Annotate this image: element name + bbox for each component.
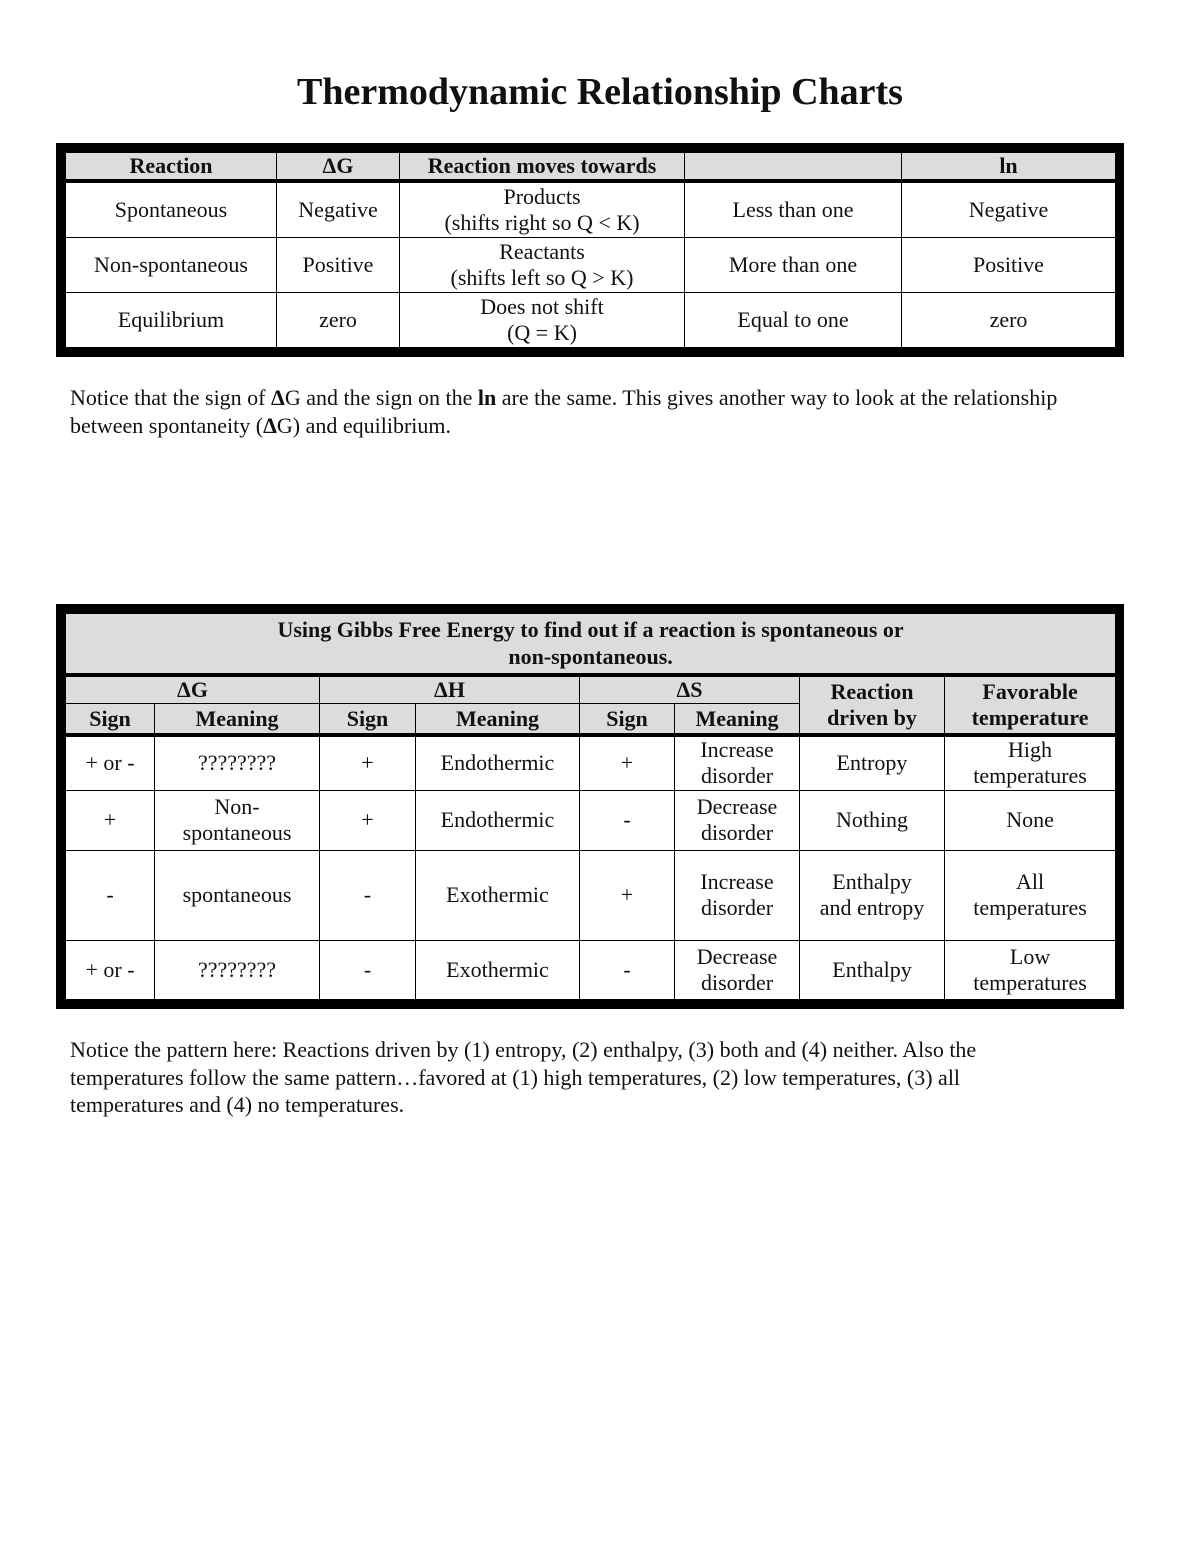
cell-line: Entropy xyxy=(836,750,908,776)
cell-driven-by xyxy=(800,941,945,1000)
header-ln: ln xyxy=(902,153,1116,182)
cell-line: disorder xyxy=(700,763,774,789)
header-h-sign: Sign xyxy=(320,704,416,735)
cell-line: Enthalpy xyxy=(832,957,912,983)
cell-temperature xyxy=(945,941,1116,1000)
cell-line: Decrease xyxy=(696,944,778,970)
cell-driven-by xyxy=(800,850,945,940)
cell-g-meaning xyxy=(155,790,320,850)
header-driven-line2: driven by xyxy=(827,704,917,730)
cell-g-sign: - xyxy=(66,850,155,940)
cell-line: spontaneous xyxy=(182,882,292,908)
header-g-sign: Sign xyxy=(66,704,155,735)
cell-delta-g: zero xyxy=(277,293,400,348)
cell-g-meaning xyxy=(155,735,320,790)
gibbs-table xyxy=(56,604,1124,1009)
cell-line: None xyxy=(1006,807,1054,833)
note1-text: are the same. This gives another way to look at the relationship between spontaneity ( xyxy=(70,385,1058,438)
cell-driven-by xyxy=(800,735,945,790)
cell-line: disorder xyxy=(700,820,774,846)
cell-line: ???????? xyxy=(197,957,277,983)
cell-moves-line2: (shifts left so Q > K) xyxy=(450,265,634,290)
cell-s-meaning xyxy=(675,941,800,1000)
cell-temperature xyxy=(945,790,1116,850)
header-reaction: Reaction xyxy=(66,153,277,182)
note1-ln: ln xyxy=(477,385,497,410)
header-h-meaning: Meaning xyxy=(416,704,580,735)
cell-s-meaning xyxy=(675,850,800,940)
cell-moves-line1: Does not shift xyxy=(480,294,604,319)
cell-reaction: Non-spontaneous xyxy=(66,238,277,293)
cell-line: High xyxy=(1008,737,1053,763)
cell-line: Enthalpy xyxy=(832,869,912,895)
cell-moves-line1: Products xyxy=(503,184,581,209)
cell-s-meaning xyxy=(675,790,800,850)
relationship-table xyxy=(56,143,1124,357)
note1-delta: Δ xyxy=(263,412,277,438)
note-paragraph-1 xyxy=(70,384,1070,439)
cell-g-meaning xyxy=(155,850,320,940)
cell-line: temperatures xyxy=(973,895,1087,921)
cell-h-sign: - xyxy=(320,941,416,1000)
cell-line: Non- xyxy=(214,794,260,820)
cell-line: disorder xyxy=(700,970,774,996)
header-s-sign: Sign xyxy=(580,704,675,735)
header-delta-h: ΔH xyxy=(320,675,580,704)
cell-moves xyxy=(400,293,685,348)
cell-h-meaning: Exothermic xyxy=(416,850,580,940)
cell-line: temperatures xyxy=(973,763,1087,789)
cell-s-meaning xyxy=(675,735,800,790)
cell-line: Low xyxy=(1009,944,1051,970)
cell-driven-by xyxy=(800,790,945,850)
caption-line2: non-spontaneous. xyxy=(508,644,673,670)
header-driven-line1: Reaction xyxy=(830,678,914,704)
cell-line: Decrease xyxy=(696,794,778,820)
cell-s-sign: - xyxy=(580,941,675,1000)
cell-s-sign: + xyxy=(580,735,675,790)
cell-h-meaning: Endothermic xyxy=(416,790,580,850)
cell-line: Increase xyxy=(700,737,774,763)
note1-text: G) and equilibrium. xyxy=(276,412,451,438)
cell-line: temperatures xyxy=(973,970,1087,996)
note1-delta: Δ xyxy=(271,385,285,410)
table-row xyxy=(66,790,1116,850)
cell-moves-line2: (Q = K) xyxy=(507,320,577,345)
cell-moves xyxy=(400,238,685,293)
cell-h-sign: + xyxy=(320,735,416,790)
table-row xyxy=(66,293,1116,348)
cell-h-sign: - xyxy=(320,850,416,940)
table-caption-row xyxy=(66,614,1116,675)
page-title: Thermodynamic Relationship Charts xyxy=(297,71,903,113)
header-reaction-driven-by xyxy=(800,675,945,735)
group-header-row xyxy=(66,675,1116,704)
header-blank xyxy=(685,153,902,182)
cell-delta-g: Negative xyxy=(277,181,400,238)
cell-g-sign: + or - xyxy=(66,941,155,1000)
cell-ln: Positive xyxy=(902,238,1116,293)
header-delta-g: ΔG xyxy=(66,675,320,704)
cell-ln: zero xyxy=(902,293,1116,348)
header-favorable-temperature xyxy=(945,675,1116,735)
cell-g-meaning xyxy=(155,941,320,1000)
cell-line: disorder xyxy=(700,895,774,921)
cell-g-sign: + xyxy=(66,790,155,850)
cell-h-meaning: Exothermic xyxy=(416,941,580,1000)
cell-reaction: Spontaneous xyxy=(66,181,277,238)
table-row xyxy=(66,735,1116,790)
table-header-row xyxy=(66,153,1116,182)
table-row xyxy=(66,850,1116,940)
cell-moves-line2: (shifts right so Q < K) xyxy=(444,210,640,235)
header-temp-line2: temperature xyxy=(971,704,1089,730)
caption-line1: Using Gibbs Free Energy to find out if a reaction is spontaneous or xyxy=(277,617,904,643)
cell-line: and entropy xyxy=(819,895,925,921)
cell-line: Nothing xyxy=(835,807,909,833)
cell-col4: More than one xyxy=(685,238,902,293)
cell-col4: Less than one xyxy=(685,181,902,238)
header-g-meaning: Meaning xyxy=(155,704,320,735)
cell-ln: Negative xyxy=(902,181,1116,238)
cell-temperature xyxy=(945,850,1116,940)
cell-line: Increase xyxy=(700,869,774,895)
cell-line: ???????? xyxy=(197,750,277,776)
cell-delta-g: Positive xyxy=(277,238,400,293)
table-row xyxy=(66,181,1116,238)
note1-text: Notice that the sign of xyxy=(70,385,272,410)
cell-s-sign: + xyxy=(580,850,675,940)
table-row xyxy=(66,941,1116,1000)
cell-g-sign: + or - xyxy=(66,735,155,790)
table-row xyxy=(66,238,1116,293)
table-caption xyxy=(66,614,1116,675)
cell-col4: Equal to one xyxy=(685,293,902,348)
note-paragraph-2: Notice the pattern here: Reactions driven by (1) entropy, (2) enthalpy, (3) both and (4) neither. Also the temperatures follow the same pattern…favored at (1) high temperatures, (2) low temperatures, (3) all temperatures and (4) no temperatures. xyxy=(70,1037,977,1117)
relationship-table-grid xyxy=(65,152,1116,348)
cell-s-sign: - xyxy=(580,790,675,850)
cell-temperature xyxy=(945,735,1116,790)
cell-line: spontaneous xyxy=(182,820,292,846)
header-s-meaning: Meaning xyxy=(675,704,800,735)
header-delta-g: ΔG xyxy=(277,153,400,182)
header-temp-line1: Favorable xyxy=(982,678,1078,704)
header-moves-towards: Reaction moves towards xyxy=(400,153,685,182)
cell-reaction: Equilibrium xyxy=(66,293,277,348)
header-delta-s: ΔS xyxy=(580,675,800,704)
gibbs-table-grid xyxy=(65,613,1116,1000)
cell-h-sign: + xyxy=(320,790,416,850)
cell-h-meaning: Endothermic xyxy=(416,735,580,790)
cell-moves-line1: Reactants xyxy=(499,239,585,264)
cell-moves xyxy=(400,181,685,238)
note1-text: G and the sign on the xyxy=(284,385,478,410)
cell-line: All xyxy=(1015,869,1045,895)
